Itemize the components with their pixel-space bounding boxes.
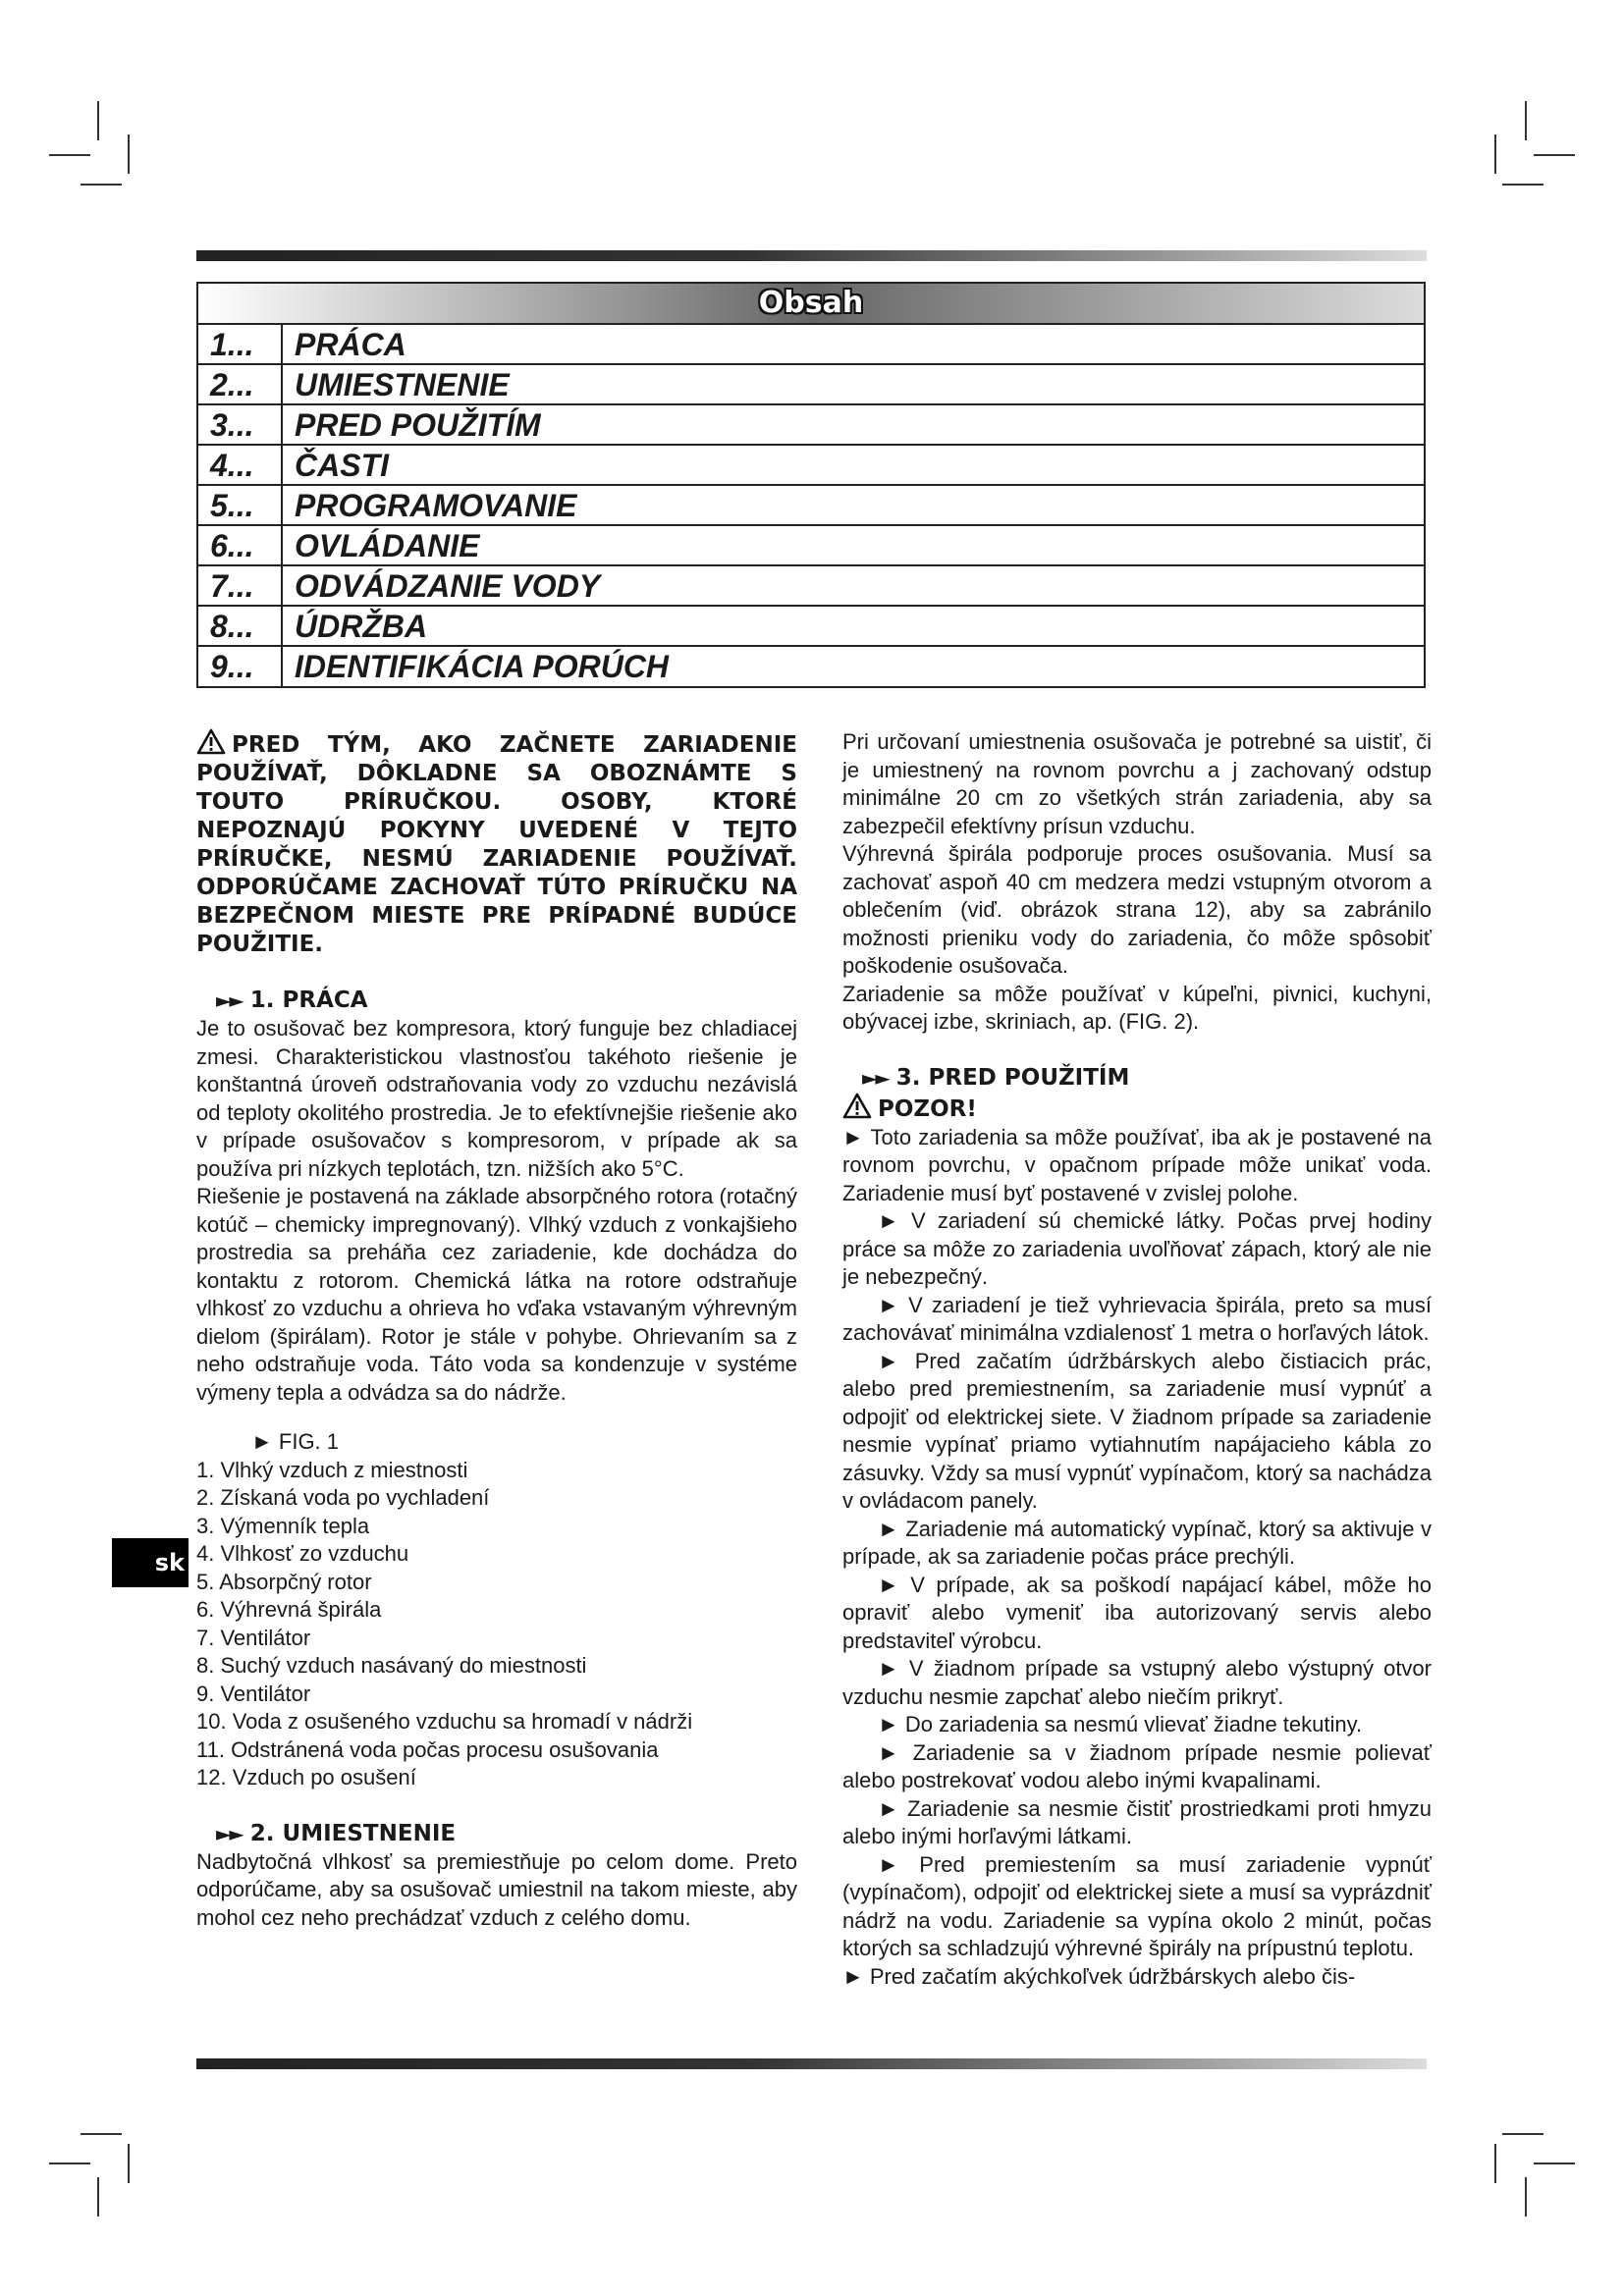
bullet-paragraph: ► Pred začatím údržbárskych alebo čistiacich prác, alebo pred premiestnením, sa zariadenie musí vypnúť a odpojiť od elektrickej siete. V žiadnom prípade sa zariadenie nesmie vypínať priamo vytiahnutím napájacieho kábla zo zásuvky. Vždy sa musí vypnúť vypínačom, ktorý sa nachádza v ovládacom panely. — [842, 1348, 1432, 1513]
right-column — [842, 728, 1432, 1991]
section-title: 1. PRÁCA — [249, 988, 368, 1013]
bullet-paragraph: ► Zariadenie sa nesmie čistiť prostriedkami proti hmyzu alebo inými horľavými látkami. — [842, 1795, 1432, 1848]
paragraph: Výhrevná špirála podporuje proces osušovania. Musí sa zachovať aspoň 40 cm medzera medzi vstupným otvorom a oblečením (viď. obrázok strana 12), aby sa zabránilo možnosti prieniku vody do zariadenia, čo môže spôsobiť poškodenie osušovača. — [842, 841, 1432, 978]
crop-mark — [97, 2177, 99, 2216]
section-heading — [842, 1064, 1432, 1093]
toc-row[interactable] — [198, 405, 1424, 446]
toc-row[interactable] — [198, 607, 1424, 647]
bullet-paragraph: ► V zariadení je tiež vyhrievacia špirála, preto sa musí zachovávať minimálna vzdialenosť 1 metra o horľavých látok. — [842, 1292, 1432, 1345]
figure-reference: ► FIG. 1 — [251, 1429, 340, 1454]
table-of-contents — [196, 282, 1426, 688]
warning-icon — [196, 728, 226, 755]
paragraph: Nadbytočná vlhkosť sa premiestňuje po celom dome. Preto odporúčame, aby sa osušovač umiestnil na takom mieste, aby mohol cez neho prechádzať vzduch z celého domu. — [196, 1848, 797, 1930]
bullet-paragraph: ► Toto zariadenia sa môže používať, iba ak je postavené na rovnom povrchu, v opačnom prípade môže unikať voda. Zariadenie musí byť postavené v zvislej polohe. — [842, 1124, 1432, 1205]
paragraph: Je to osušovač bez kompresora, ktorý funguje bez chladiacej zmesi. Charakteristickou vlastnosťou takéhoto riešenie je konštantná úroveň odstraňovania vody zo vzduchu nezávislá od teploty okolitého prostredia. Je to efektívnejšie riešenie ako v prípade osušovačov s kompresorom, v prípade ak sa používa pri nízkych teplotách, tzn. nižších ako 5°C. — [196, 1016, 797, 1181]
crop-mark — [49, 154, 90, 156]
language-tab: sk — [112, 1538, 189, 1587]
bullet-paragraph: ► V zariadení sú chemické látky. Počas prvej hodiny práce sa môže zo zariadenia uvoľňovať zápach, ktorý ale nie je nebezpečný. — [842, 1208, 1432, 1289]
crop-mark — [81, 184, 122, 186]
crop-mark — [1502, 2133, 1543, 2135]
toc-title: ČASTI — [295, 448, 389, 483]
toc-row[interactable] — [198, 526, 1424, 566]
crop-mark — [1534, 154, 1575, 156]
warning-icon — [842, 1093, 872, 1119]
crop-mark — [1494, 2144, 1496, 2183]
section-heading — [196, 1820, 797, 1848]
list-item: 9. Ventilátor — [196, 1681, 311, 1706]
toc-row[interactable] — [198, 365, 1424, 405]
toc-number: 3... — [198, 405, 283, 444]
toc-title: ÚDRŽBA — [295, 609, 428, 644]
header-bar — [196, 250, 1427, 261]
crop-mark — [49, 2163, 90, 2164]
bullet-paragraph: ► Do zariadenia sa nesmú vlievať žiadne tekutiny. — [878, 1712, 1363, 1736]
toc-number: 7... — [198, 566, 283, 605]
toc-row[interactable] — [198, 647, 1424, 686]
list-item: 1. Vlhký vzduch z miestnosti — [196, 1457, 468, 1482]
toc-row[interactable] — [198, 486, 1424, 526]
paragraph: Pri určovaní umiestnenia osušovača je potrebné sa uistiť, či je umiestnený na rovnom povrchu a j zachovaný odstup minimálne 20 cm zo všetkých strán zariadenia, aby sa zabezpečil efektívny prísun vzduchu. — [842, 729, 1432, 838]
toc-number: 8... — [198, 607, 283, 645]
crop-mark — [128, 2144, 130, 2183]
bullet-paragraph: ► Pred premiestením sa musí zariadenie vypnúť (vypínačom), odpojiť od elektrickej siete a musí sa vyprázdniť nádrž na vodu. Zariadenie sa vypína okolo 2 minút, počas ktorých sa schladzujú výhrevné špirály na prípustnú teplotu. — [842, 1851, 1432, 1960]
toc-heading-row — [198, 284, 1424, 325]
crop-mark — [1525, 101, 1527, 140]
toc-title: PRED POUŽITÍM — [295, 407, 541, 443]
paragraph: Riešenie je postavená na základe absorpčného rotora (rotačný kotúč – chemicky impregnovaný). Vlhký vzduch z vonkajšieho prostredia sa preháňa cez zariadenie, kde dochádza do kontaktu z rotorom. Chemická látka na rotore odstraňuje vlhkosť zo vzduchu a ohrieva ho vďaka vstavaným výhrevným dielom (špirálam). Rotor je stále v pohybe. Ohrievaním sa z neho odstraňuje voda. Táto voda sa kondenzuje v systéme výmeny tepla a odvádza sa do nádrže. — [196, 1184, 797, 1405]
toc-title: UMIESTNENIE — [295, 367, 510, 402]
toc-number: 9... — [198, 647, 283, 686]
double-arrow-icon: ►► — [216, 1821, 243, 1845]
toc-title: OVLÁDANIE — [295, 528, 480, 563]
crop-mark — [1534, 2163, 1575, 2164]
toc-heading: Obsah — [758, 286, 864, 320]
toc-row[interactable] — [198, 325, 1424, 365]
bullet-paragraph: ► V žiadnom prípade sa vstupný alebo výstupný otvor vzduchu nesmie zapchať alebo niečím prikryť. — [842, 1656, 1432, 1709]
toc-title: PRÁCA — [295, 327, 406, 362]
toc-title: IDENTIFIKÁCIA PORÚCH — [295, 649, 670, 684]
toc-row[interactable] — [198, 566, 1424, 607]
bullet-paragraph: ► Pred začatím akýchkoľvek údržbárskych alebo čis- — [842, 1963, 1356, 1989]
crop-mark — [81, 2133, 122, 2135]
toc-number: 2... — [198, 365, 283, 403]
toc-number: 6... — [198, 526, 283, 564]
crop-mark — [1494, 134, 1496, 174]
caution-text: POZOR! — [878, 1095, 977, 1122]
toc-title: ODVÁDZANIE VODY — [295, 568, 601, 604]
crop-mark — [97, 101, 99, 140]
list-item: 12. Vzduch po osušení — [196, 1765, 416, 1789]
footer-bar — [196, 2058, 1427, 2069]
double-arrow-icon: ►► — [216, 988, 243, 1012]
bullet-paragraph: ► Zariadenie sa v žiadnom prípade nesmie polievať alebo postrekovať vodou alebo inými kvapalinami. — [842, 1739, 1432, 1792]
toc-number: 1... — [198, 325, 283, 363]
list-item: 6. Výhrevná špirála — [196, 1597, 382, 1622]
crop-mark — [128, 134, 130, 174]
list-item: 3. Výmenník tepla — [196, 1513, 370, 1538]
bullet-paragraph: ► V prípade, ak sa poškodí napájací kábel, môže ho opraviť alebo vymeniť iba autorizovaný servis alebo predstaviteľ výrobcu. — [842, 1572, 1432, 1653]
toc-title: PROGRAMOVANIE — [295, 488, 577, 523]
double-arrow-icon: ►► — [862, 1065, 889, 1090]
list-item: 5. Absorpčný rotor — [196, 1569, 372, 1594]
list-item: 11. Odstránená voda počas procesu osušovania — [196, 1736, 659, 1762]
list-item: 7. Ventilátor — [196, 1625, 311, 1650]
list-item: 10. Voda z osušeného vzduchu sa hromadí v nádrži — [196, 1709, 693, 1734]
list-item: 2. Získaná voda po vychladení — [196, 1485, 490, 1510]
paragraph: Zariadenie sa môže používať v kúpeľni, pivnici, kuchyni, obývacej izbe, skriniach, ap. (FIG. 2). — [842, 981, 1432, 1034]
crop-mark — [1502, 184, 1543, 186]
toc-number: 4... — [198, 446, 283, 484]
toc-number: 5... — [198, 486, 283, 524]
left-column — [196, 728, 797, 1932]
safety-warning — [196, 728, 797, 959]
bullet-paragraph: ► Zariadenie má automatický vypínač, ktorý sa aktivuje v prípade, ak sa zariadenie počas práce prechýli. — [842, 1516, 1432, 1569]
section-title: 2. UMIESTNENIE — [249, 1820, 457, 1846]
caution-heading — [842, 1093, 1432, 1124]
toc-row[interactable] — [198, 446, 1424, 486]
list-item: 4. Vlhkosť zo vzduchu — [196, 1541, 409, 1566]
section-title: 3. PRED POUŽITÍM — [895, 1064, 1130, 1091]
section-heading — [196, 987, 797, 1015]
crop-mark — [1525, 2177, 1527, 2216]
list-item: 8. Suchý vzduch nasávaný do miestnosti — [196, 1653, 587, 1678]
safety-warning-text: PRED TÝM, AKO ZAČNETE ZARIADENIE POUŽÍVAŤ, DÔKLADNE SA OBOZNÁMTE S TOUTO PRÍRUČKOU. OSOBY, KTORÉ NEPOZNAJÚ POKYNY UVEDENÉ V TEJTO PRÍRUČKE, NESMÚ ZARIADENIE POUŽÍVAŤ. ODPORÚČAME ZACHOVAŤ TÚTO PRÍRUČKU NA BEZPEČNOM MIESTE PRE PRÍPADNÉ BUDÚCE POUŽITIE. — [196, 732, 797, 957]
figure-legend — [196, 1457, 797, 1792]
